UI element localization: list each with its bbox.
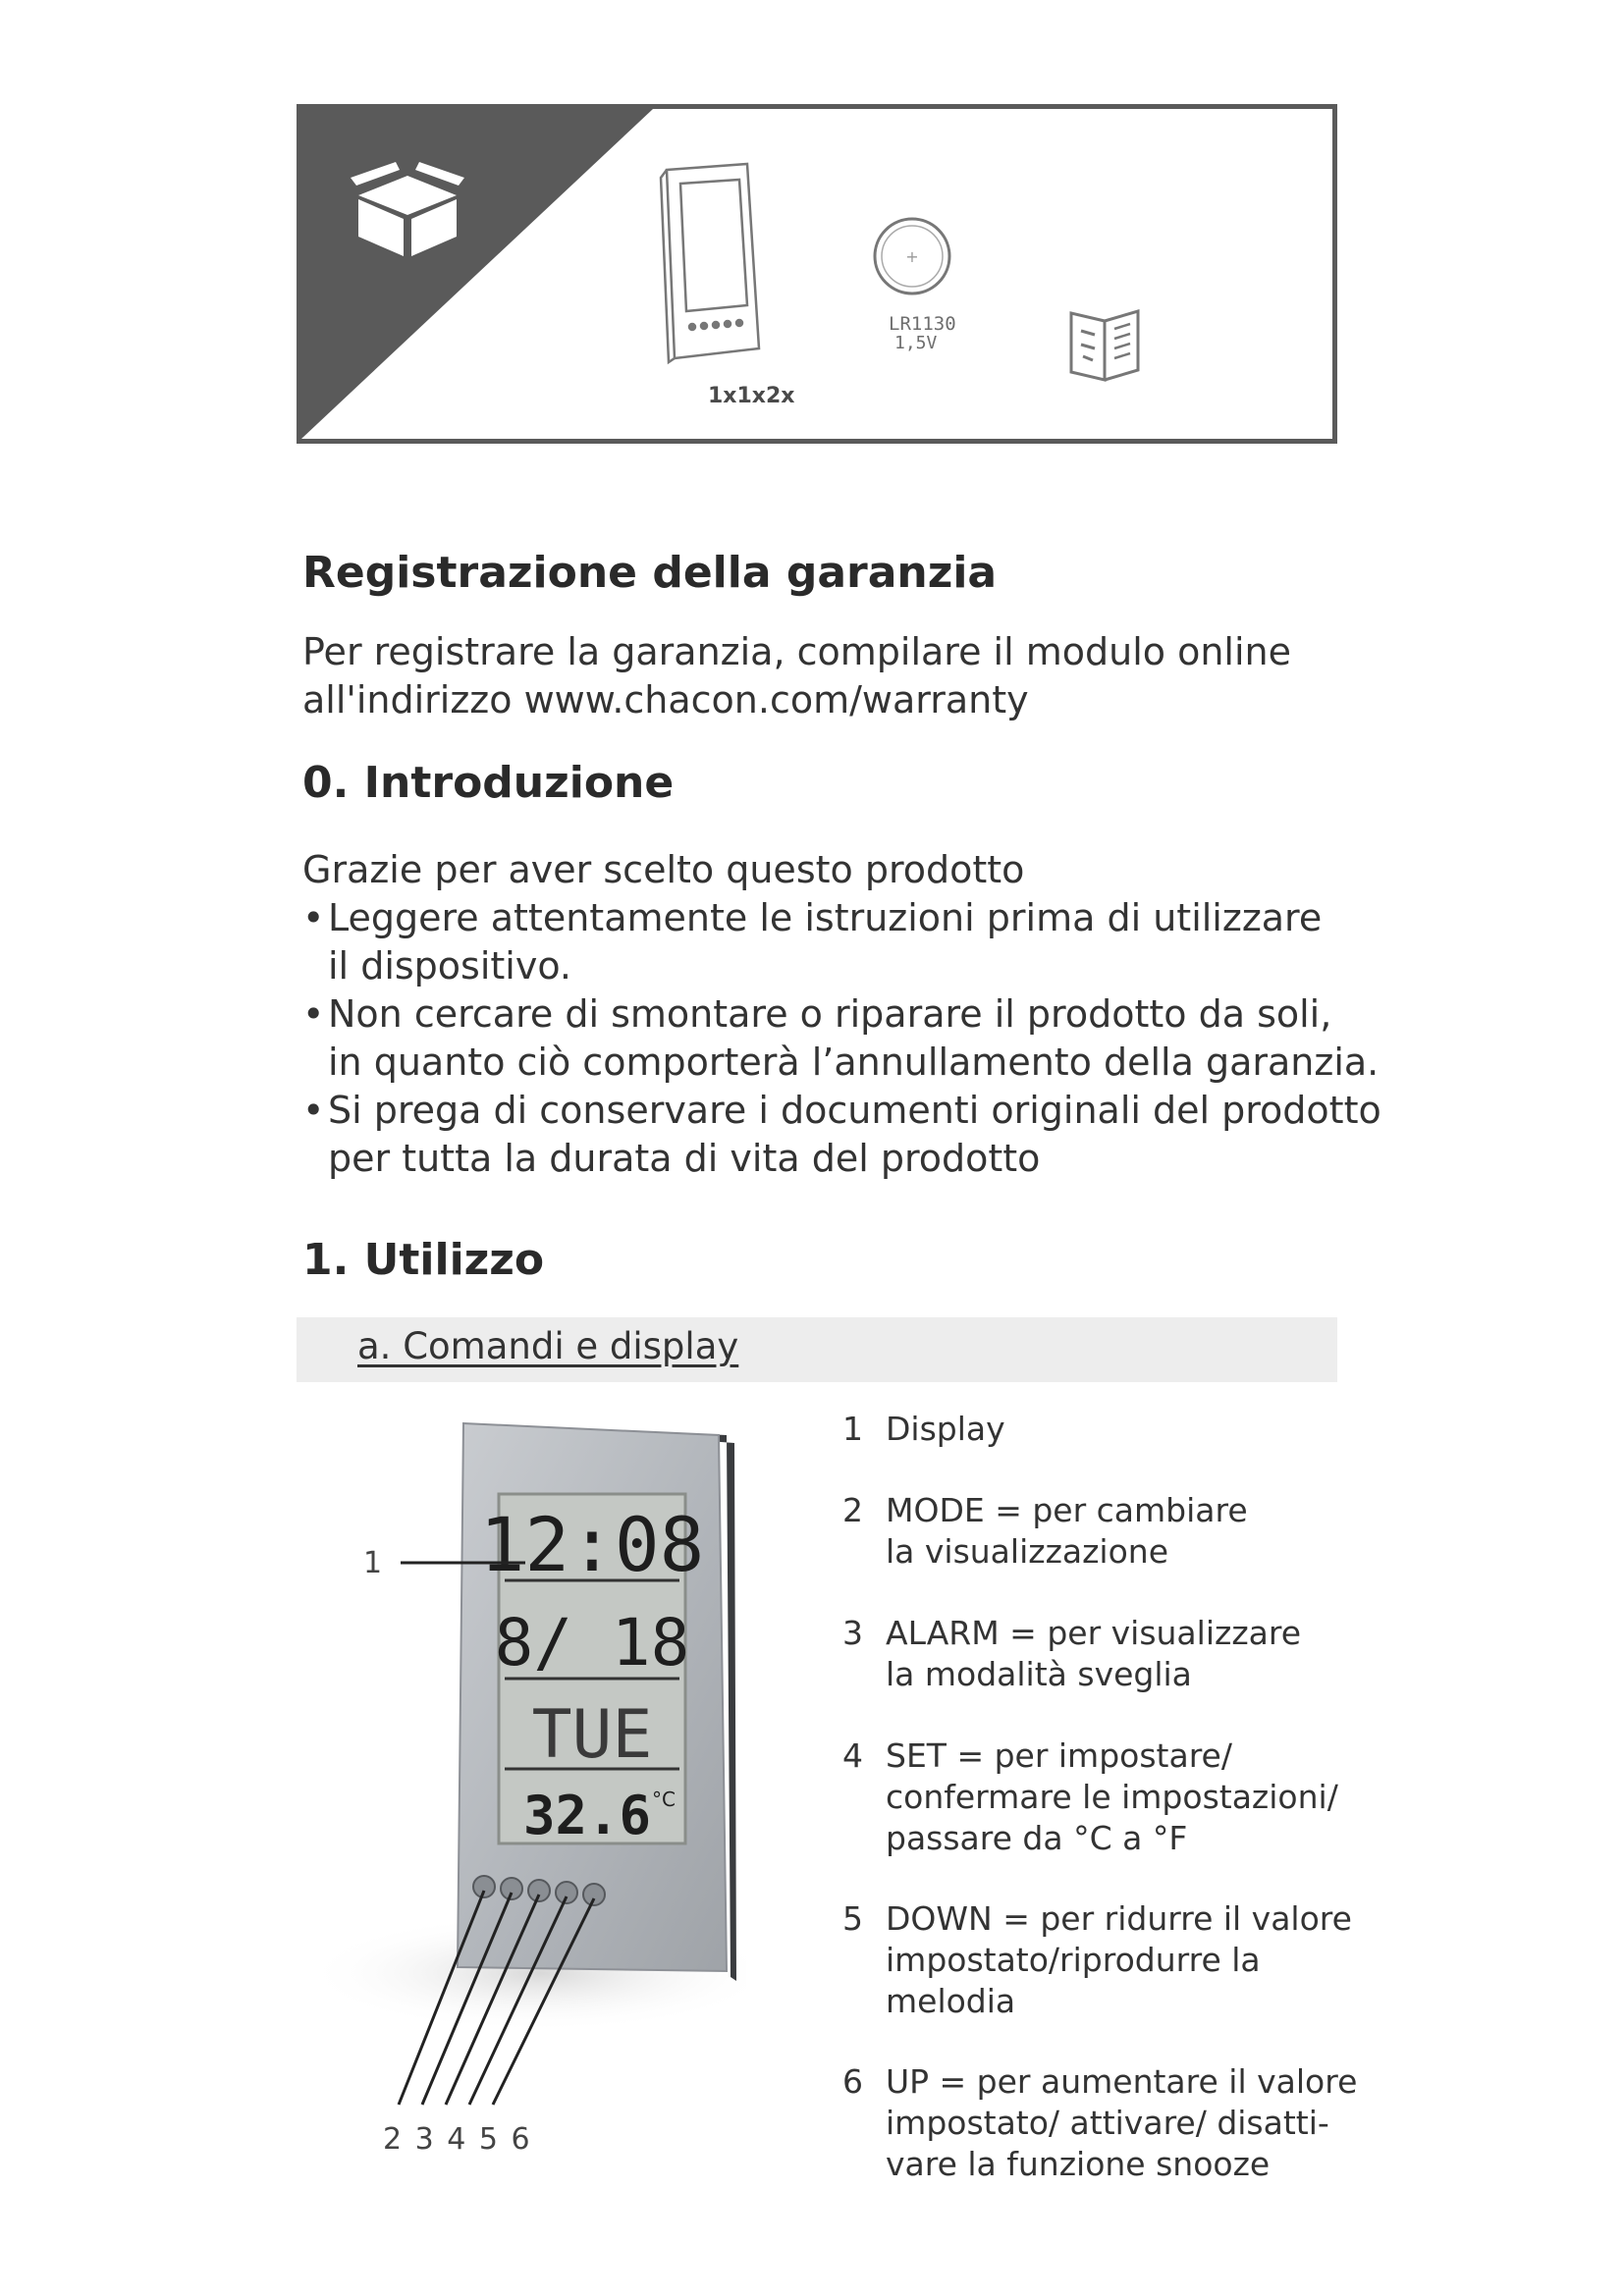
manual-icon: [1071, 311, 1138, 380]
subsection-bar: [297, 1317, 1337, 1382]
legend-number: 5: [842, 1899, 863, 1938]
legend-line: impostato/riprodurre la: [886, 1941, 1261, 1979]
legend-number: 6: [842, 2062, 863, 2101]
bullet-line: Non cercare di smontare o riparare il prodotto da soli,: [328, 992, 1332, 1036]
bullet-line: Leggere attentamente le istruzioni prima di utilizzare: [328, 896, 1323, 939]
intro-title: 0. Introduzione: [302, 758, 675, 808]
callout-buttons-numbers: 2 3 4 5 6: [383, 2122, 532, 2157]
callout-display-number: 1: [363, 1546, 383, 1580]
lcd-day: TUE: [531, 1696, 653, 1774]
battery-type-label: LR1130: [889, 313, 956, 335]
intro-lead: Grazie per aver scelto questo prodotto: [302, 848, 1025, 891]
header-triangle: [301, 109, 653, 439]
device-illustration: [295, 1414, 746, 2160]
bullet-mark: •: [302, 992, 325, 1036]
legend-line: MODE = per cambiare: [886, 1491, 1248, 1529]
lcd-temperature: 32.6: [522, 1785, 652, 1846]
battery-icon: [875, 219, 949, 294]
bullet-line: per tutta la durata di vita del prodotto: [328, 1137, 1041, 1180]
warranty-text-line1: Per registrare la garanzia, compilare il modulo online: [302, 630, 1291, 673]
package-contents-box: [297, 104, 1337, 444]
legend-line: passare da °C a °F: [886, 1819, 1188, 1857]
legend-line: confermare le impostazioni/: [886, 1778, 1338, 1816]
legend-number: 4: [842, 1736, 863, 1775]
legend-number: 3: [842, 1614, 863, 1652]
subsection-title: a. Comandi e display: [357, 1325, 739, 1367]
legend-line: vare la funzione snooze: [886, 2145, 1271, 2183]
quantity-label: 1x1x2x: [708, 384, 795, 408]
up-button: [583, 1884, 605, 1905]
bullet-mark: •: [302, 1089, 325, 1132]
legend-line: la modalità sveglia: [886, 1655, 1192, 1693]
set-button: [528, 1880, 550, 1901]
legend-line: SET = per impostare/: [886, 1736, 1232, 1775]
legend-line: DOWN = per ridurre il valore: [886, 1899, 1352, 1938]
legend-line: UP = per aumentare il valore: [886, 2062, 1358, 2101]
legend-line: melodia: [886, 1982, 1016, 2020]
bullet-mark: •: [302, 896, 325, 939]
legend-number: 1: [842, 1410, 863, 1448]
lcd-temperature-unit: °C: [652, 1788, 676, 1811]
bullet-line: in quanto ciò comporterà l’annullamento della garanzia.: [328, 1041, 1380, 1084]
device-outline-icon: [661, 164, 759, 362]
warranty-text-line2: all'indirizzo www.chacon.com/warranty: [302, 678, 1029, 721]
legend-line: Display: [886, 1410, 1005, 1448]
usage-title: 1. Utilizzo: [302, 1235, 545, 1285]
svg-text:+: +: [905, 247, 919, 266]
lcd-time: 12:08: [479, 1501, 705, 1588]
legend-line: la visualizzazione: [886, 1532, 1169, 1571]
legend-line: ALARM = per visualizzare: [886, 1614, 1302, 1652]
battery-voltage-label: 1,5V: [894, 333, 938, 353]
bullet-line: il dispositivo.: [328, 944, 572, 988]
bullet-line: Si prega di conservare i documenti originali del prodotto: [328, 1089, 1381, 1132]
down-button: [556, 1882, 577, 1903]
warranty-title: Registrazione della garanzia: [302, 548, 998, 598]
package-contents-graphic: [301, 109, 1332, 439]
legend-number: 2: [842, 1491, 863, 1529]
lcd-date: 8/ 18: [494, 1605, 690, 1681]
legend-line: impostato/ attivare/ disatti-: [886, 2104, 1329, 2142]
